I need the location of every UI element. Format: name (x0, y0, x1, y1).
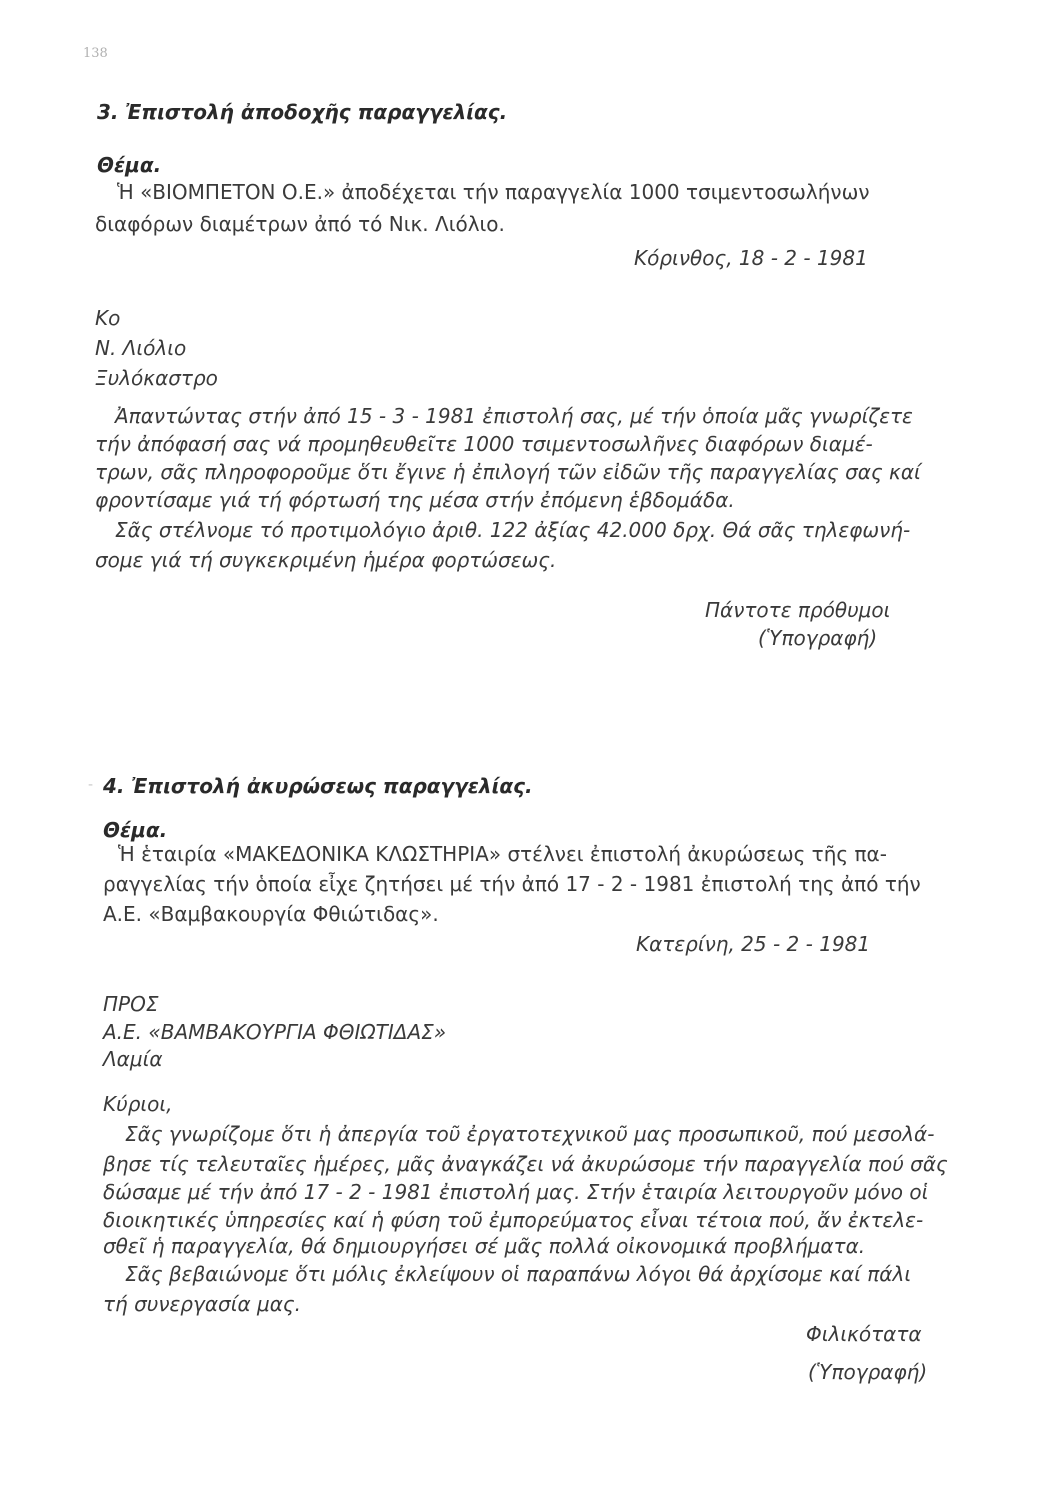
recipient-line: Ν. Λιόλιο (95, 336, 187, 360)
recipient-line: Α.Ε. «ΒΑΜΒΑΚΟΥΡΓΙΑ ΦΘΙΩΤΙΔΑΣ» (103, 1020, 447, 1044)
theme-line: Ἡ ἑταιρία «ΜΑΚΕΔΟΝΙΚΑ ΚΛΩΣΤΗΡΙΑ» στέλνει ἐπιστολή ἀκυρώσεως τῆς πα- (118, 842, 887, 866)
theme-line: διαφόρων διαμέτρων ἀπό τό Νικ. Λιόλιο. (95, 212, 505, 236)
theme-line: Ἡ «ΒΙΟΜΠΕΤΟΝ Ο.Ε.» ἀποδέχεται τήν παραγγελία 1000 τσιμεντοσωλήνων (117, 180, 870, 204)
body-line: Σᾶς στέλνομε τό προτιμολόγιο ἀριθ. 122 ἀξίας 42.000 δρχ. Θά σᾶς τηλεφωνή- (115, 518, 911, 542)
body-line: σθεῖ ἡ παραγγελία, θά δημιουργήσει σέ μᾶς πολλά οἰκονομικά προβλήματα. (103, 1234, 866, 1258)
recipient-line: Ξυλόκαστρο (95, 366, 218, 390)
section-heading: 3. Ἐπιστολή ἀποδοχῆς παραγγελίας. (97, 100, 508, 124)
body-line: βησε τίς τελευταῖες ἡμέρες, μᾶς ἀναγκάζει νά ἀκυρώσομε τήν παραγγελία πού σᾶς (103, 1152, 948, 1176)
theme-line: Α.Ε. «Βαμβακουργία Φθιώτιδας». (103, 902, 439, 926)
body-line: δώσαμε μέ τήν ἀπό 17 - 2 - 1981 ἐπιστολή μας. Στήν ἑταιρία λειτουργοῦν μόνο οἱ (103, 1180, 929, 1204)
place-date: Κατερίνη, 25 - 2 - 1981 (636, 932, 871, 956)
salutation: Κύριοι, (103, 1092, 173, 1116)
place-date: Κόρινθος, 18 - 2 - 1981 (634, 246, 868, 270)
page-number: 138 (83, 46, 108, 61)
body-line: Ἀπαντώντας στήν ἀπό 15 - 3 - 1981 ἐπιστολή σας, μέ τήν ὁποία μᾶς γνωρίζετε (115, 404, 913, 428)
recipient-line: Κο (95, 306, 121, 330)
body-line: τή συνεργασία μας. (103, 1292, 302, 1316)
section-heading: 4. Ἐπιστολή ἀκυρώσεως παραγγελίας. (103, 774, 533, 798)
margin-mark: - (88, 777, 94, 793)
closing: Πάντοτε πρόθυμοι (705, 598, 891, 622)
body-line: τρων, σᾶς πληροφοροῦμε ὅτι ἔγινε ἡ ἐπιλογή τῶν εἰδῶν τῆς παραγγελίας σας καί (95, 460, 921, 484)
theme-line: ραγγελίας τήν ὁποία εἶχε ζητήσει μέ τήν ἀπό 17 - 2 - 1981 ἐπιστολή της ἀπό τήν (103, 872, 921, 896)
body-line: τήν ἀπόφασή σας νά προμηθευθεῖτε 1000 τσιμεντοσωλῆνες διαφόρων διαμέ- (95, 432, 873, 456)
body-line: σομε γιά τή συγκεκριμένη ἡμέρα φορτώσεως. (95, 548, 557, 572)
body-line: Σᾶς βεβαιώνομε ὅτι μόλις ἐκλείψουν οἱ παραπάνω λόγοι θά ἀρχίσομε καί πάλι (125, 1262, 912, 1286)
signature: (Ὑπογραφή) (758, 626, 878, 650)
signature: (Ὑπογραφή) (808, 1360, 928, 1384)
recipient-line: ΠΡΟΣ (103, 992, 159, 1016)
recipient-line: Λαμία (103, 1047, 163, 1071)
body-line: Σᾶς γνωρίζομε ὅτι ἡ ἀπεργία τοῦ ἐργατοτεχνικοῦ μας προσωπικοῦ, πού μεσολά- (125, 1122, 935, 1146)
theme-label: Θέμα. (97, 153, 162, 177)
body-line: διοικητικές ὑπηρεσίες καί ἡ φύση τοῦ ἐμπορεύματος εἶναι τέτοια πού, ἄν ἐκτελε- (103, 1208, 924, 1232)
closing: Φιλικότατα (806, 1322, 922, 1346)
body-line: φροντίσαμε γιά τή φόρτωσή της μέσα στήν ἐπόμενη ἑβδομάδα. (95, 488, 735, 512)
theme-label: Θέμα. (103, 818, 168, 842)
